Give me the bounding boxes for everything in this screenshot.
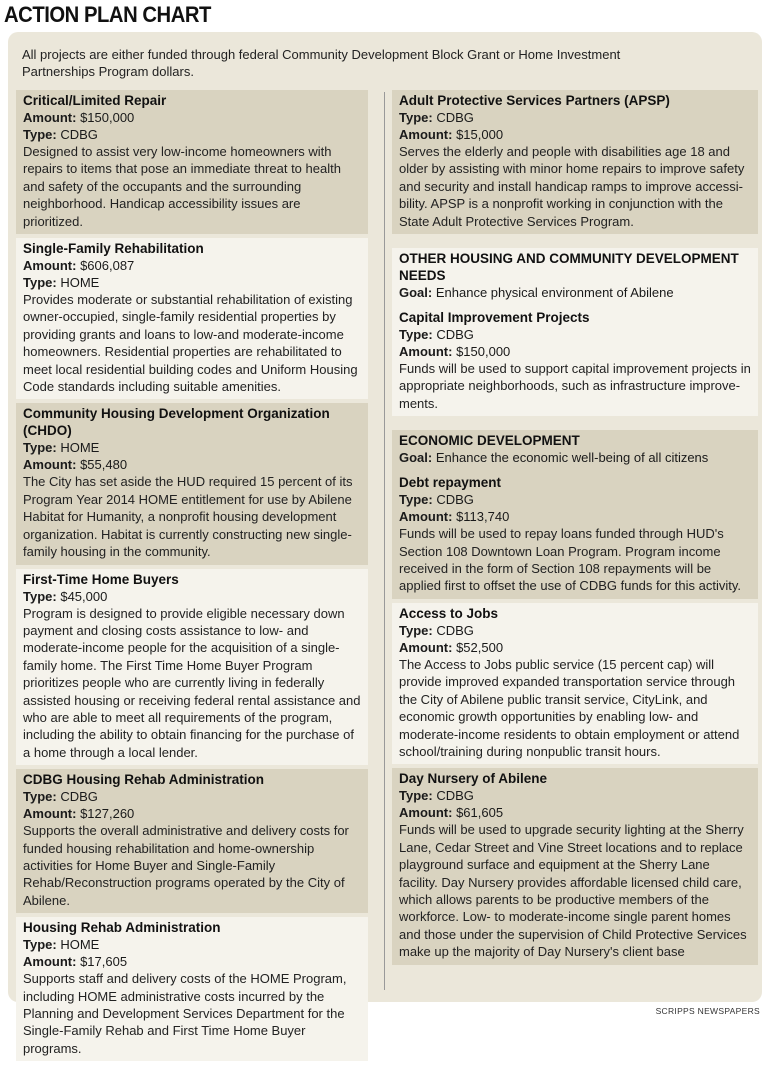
program-amount: Amount: $55,480 bbox=[23, 457, 128, 473]
program-name: Adult Protective Services Partners (APSP) bbox=[399, 93, 670, 108]
program-amount: Amount: $127,260 bbox=[23, 806, 135, 822]
intro-text: All projects are either funded through federal Community Development Block Grant or Home Investment Partnerships Program dollars. bbox=[22, 47, 621, 79]
section-heading: OTHER HOUSING AND COMMUNITY DEVELOPMENT NEEDS bbox=[399, 251, 739, 284]
program-name: Access to Jobs bbox=[399, 605, 499, 621]
program-type: Type: CDBG bbox=[399, 327, 474, 343]
program-day-nursery bbox=[392, 768, 758, 964]
program-type: Type: CDBG bbox=[399, 110, 474, 125]
program-type: Type: CDBG bbox=[399, 788, 474, 804]
program-cdbg-housing-rehab-admin bbox=[16, 769, 368, 913]
program-name: Critical/Limited Repair bbox=[23, 93, 167, 108]
program-amount: Amount: $61,605 bbox=[399, 805, 504, 821]
program-description: Funds will be used to support capital improvement projects in appropriate neighborhoods, such as infrastructure improve-ments. bbox=[399, 361, 751, 411]
program-description: Supports the overall administrative and delivery costs for funded housing rehabilitation and home-ownership activities for Home Buyer and Single-Family Rehab/Reconstruction programs operated by the City of Abilene. bbox=[23, 823, 349, 908]
program-type: Type: CDBG bbox=[399, 622, 474, 638]
program-description: Supports staff and delivery costs of the HOME Program, including HOME administrative costs incurred by the Planning and Development Services Department for the Single-Family Rehab and First Time Home Buyer programs. bbox=[23, 971, 347, 1056]
right-column bbox=[392, 90, 758, 969]
section-goal: Goal: Enhance the economic well-being of all citizens bbox=[399, 450, 709, 466]
program-type: Type: HOME bbox=[23, 275, 100, 291]
program-name: Community Housing Development Organization (CHDO) bbox=[23, 406, 330, 439]
program-amount: Amount: $606,087 bbox=[23, 258, 135, 274]
program-critical-repair bbox=[16, 90, 368, 234]
program-amount: Amount: $52,500 bbox=[399, 639, 504, 655]
program-type: Type: HOME bbox=[23, 440, 100, 456]
program-name: Debt repayment bbox=[399, 475, 502, 491]
program-type: Type: $45,000 bbox=[23, 588, 108, 604]
program-description: Designed to assist very low-income homeowners with repairs to items that pose an immediate threat to health and safety of the occupants and the surrounding neighborhood. Handicap accessibility issues are prioritized. bbox=[23, 144, 341, 229]
program-housing-rehab-admin bbox=[16, 917, 368, 1061]
page-title: ACTION PLAN CHART bbox=[4, 2, 211, 27]
column-divider bbox=[384, 92, 385, 990]
program-description: The Access to Jobs public service (15 percent cap) will provide improved expanded transportation service through the City of Abilene public transit service, CityLink, and economic growth opportunities by enabling low- and moderate-income residents to obtain employment or attend school/training during nonpublic transit hours. bbox=[399, 656, 740, 759]
program-description: The City has set aside the HUD required 15 percent of its Program Year 2014 HOME entitlement for use by Abilene Habitat for Humanity, a nonprofit housing development organization. Habitat is currently constructing new single-family housing in the community. bbox=[23, 474, 353, 560]
program-type: Type: CDBG bbox=[23, 127, 98, 142]
section-heading: ECONOMIC DEVELOPMENT bbox=[399, 433, 580, 449]
program-amount: Amount: $17,605 bbox=[23, 954, 128, 970]
program-name: Capital Improvement Projects bbox=[399, 310, 590, 326]
program-chdo bbox=[16, 403, 368, 564]
program-name: First-Time Home Buyers bbox=[23, 571, 179, 587]
section-economic-development bbox=[392, 430, 758, 599]
program-amount: Amount: $150,000 bbox=[399, 344, 511, 360]
program-apsp bbox=[392, 90, 758, 234]
program-type: Type: CDBG bbox=[399, 492, 474, 508]
program-type: Type: HOME bbox=[23, 937, 100, 953]
program-name: CDBG Housing Rehab Administration bbox=[23, 772, 265, 788]
credit-line: SCRIPPS NEWSPAPERS bbox=[655, 1006, 760, 1016]
program-amount: Amount: $15,000 bbox=[399, 127, 504, 142]
program-amount: Amount: $113,740 bbox=[399, 509, 510, 525]
left-column bbox=[16, 90, 368, 1065]
program-description: Provides moderate or substantial rehabilitation of existing owner-occupied, single-family residential properties by providing grants and loans to low-and moderate-income homeowners. Residential properties are rehabilitated to meet local residential building codes and Uniform Housing Code standards including suitable amenities. bbox=[23, 292, 358, 395]
program-description: Program is designed to provide eligible necessary down payment and closing costs assistance to low- and moderate-income people for the acquisition of a single-family home. The First Time Home Buyer Program prioritizes people who are currently living in federally assisted housing or receiving federal rental assistance and who are able to meet all requirements of the program, including the ability to obtain financing for the purchase of a home through a local lender. bbox=[23, 605, 361, 760]
program-description: Serves the elderly and people with disabilities age 18 and older by assisting with minor home repairs to improve safety and security and install handicap ramps to improve accessi-bility. APSP is a nonprofit working in conjunction with the State Adult Protective Services Program. bbox=[399, 144, 745, 229]
program-name: Single-Family Rehabilitation bbox=[23, 241, 204, 257]
program-amount: Amount: $150,000 bbox=[23, 110, 135, 125]
program-first-time-home-buyers bbox=[16, 569, 368, 766]
program-name: Day Nursery of Abilene bbox=[399, 771, 548, 787]
program-name: Housing Rehab Administration bbox=[23, 920, 221, 936]
program-description: Funds will be used to repay loans funded through HUD's Section 108 Downtown Loan Program. Program income received in the form of Section 108 repayments will be applied first to offset the use of CDBG funds for this activity. bbox=[399, 526, 742, 594]
program-description: Funds will be used to upgrade security lighting at the Sherry Lane, Cedar Street and Vine Street locations and to replace playground surface and equipment at the Sherry Lane facility. Day Nursery provides affordable licensed child care, which allows parents to be productive members of the workforce. Low- to moderate-income single parent homes and those under the supervision of Child Protective Services make up the majority of Day Nursery's client base bbox=[399, 822, 747, 960]
program-single-family-rehab bbox=[16, 238, 368, 399]
program-access-to-jobs bbox=[392, 603, 758, 764]
section-other-housing bbox=[392, 248, 758, 416]
program-type: Type: CDBG bbox=[23, 789, 98, 805]
section-goal: Goal: Enhance physical environment of Abilene bbox=[399, 285, 674, 301]
